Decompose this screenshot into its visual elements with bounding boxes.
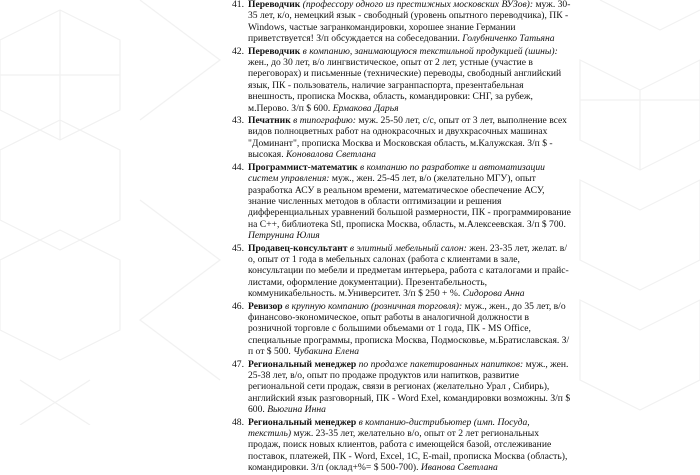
listing-context: (профессору одного из престижных московских ВУЗов): — [300, 0, 534, 10]
listing-number: 44. — [232, 161, 244, 173]
listing-contact: Чубакина Елена — [290, 346, 360, 358]
listing-body: муж. 23-35 лет, желательно в/о, опыт от 2 лет региональных продаж, поиск новых клиентов, работа с имеющейся базой, отслеживание поставок, платежей, ПК - Word, Excel, 1С, E-mail, прописка Москва (область), командировки. З/п (оклад+%= $ 500-700). — [248, 428, 568, 474]
listing-number: 47. — [232, 358, 244, 370]
listing-body: муж., жен. 25-45 лет, в/о (желательно МГУ), опыт разработка АСУ в реальном времени, математическое обеспечение АСУ, знание численных методов в области оптимизации и решения дифференциальных уравнений большой размерности, ПК - программирование на С++, библиотека Stl, прописка Москва, область, м.Алексеевская. З/п $ 700. — [248, 173, 571, 230]
listing-title: Продавец-консультант — [248, 242, 348, 254]
listing-title: Печатник — [248, 115, 291, 127]
listing-context: по продаже пакетированных напитков: — [356, 358, 524, 370]
listing-body: жен. 23-35 лет, желат. в/о, опыт от 1 года в мебельных салонах (работа с клиентами в зале, консультации по мебели и предметам интерьера, работа с каталогами и прайс-листами, оформление документации). Презентабельность, коммуникабельность. м.Университет. З/п $ 250 + %. — [248, 242, 569, 300]
listing-item — [232, 162, 572, 242]
listing-body: муж., жен. 25-38 лет, в/о, опыт по продаже продуктов или напитков, развитие региональной сети продаж, связи в регионах (желательно Урал , Сибирь), английский язык разговорный, ПК - Word Exel, командировки возможны. З/п $ 600. — [248, 358, 571, 416]
listing-list — [232, 0, 572, 474]
listing-title: Региональный менеджер — [248, 416, 357, 428]
listing-item — [232, 301, 572, 358]
listing-title: Региональный менеджер — [248, 358, 357, 370]
listing-contact: Сидорова Анна — [460, 288, 525, 300]
listing-number: 41. — [232, 0, 244, 10]
listing-context: в компанию по разработке и автоматизации систем управления: — [248, 161, 545, 185]
listing-item — [232, 243, 572, 300]
listing-body: жен., до 30 лет, в/о лингвистическое, опыт от 2 лет, устные (участие в переговорах) и письменные (технические) переводы, свободный английский язык, ПК - пользователь, наличие загранпаспорта, презентабельная внешность, прописка Москва, область, командировки: СНГ, за рубеж, м.Перово. З/п $ 600. — [248, 57, 562, 114]
listing-title: Программист-математик — [248, 161, 358, 173]
listing-body: муж. 30-35 лет, к/о, немецкий язык - свободный (уровень опытного переводчика), ПК - Windows, частые загранкомандировки, хорошее знание Германии приветствуется! З/п обсуждается на собеседовании. — [248, 0, 571, 45]
listing-item — [232, 115, 572, 161]
listing-contact: Голубниченко Татьяна — [459, 33, 555, 45]
listing-contact: Петрунина Юлия — [248, 230, 320, 242]
listing-contact: Вьюгина Инна — [264, 404, 326, 416]
listing-contact: Иванова Светлана — [418, 462, 498, 474]
listing-body: муж. 25-50 лет, с/с, опыт от 3 лет, выполнение всех видов полноцветных работ на однокрасочных и двухкрасочных машинах "Доминант", прописка Москва и Московская область, м.Калужская. З/п $ - высокая. — [248, 115, 567, 161]
listing-number: 43. — [232, 115, 244, 127]
job-listings-document — [232, 0, 572, 475]
listing-body: муж., жен., до 35 лет, в/о финансово-экономическое, опыт работы в аналогичной должности в розничной торговле с большими объемами от 1 года, ПК - MS Office, специальные программы, прописка Москва, Подмосковье, м.Братиславская. З/п от $ 500. — [248, 300, 570, 358]
listing-contact: Ермакова Дарья — [330, 102, 399, 114]
listing-context: в крупную компанию (розничная торговля): — [282, 300, 463, 312]
listing-item — [232, 417, 572, 474]
listing-number: 48. — [232, 416, 244, 428]
listing-number: 45. — [232, 242, 244, 254]
listing-title: Ревизор — [248, 300, 283, 312]
listing-context: в компанию-дистрибьютер (имп. Посуда, текстиль) — [248, 416, 530, 440]
listing-context: в типографию: — [290, 115, 356, 127]
listing-contact: Коновалова Светлана — [283, 149, 376, 161]
listing-number: 42. — [232, 45, 244, 57]
listing-item — [232, 359, 572, 416]
listing-context: в компанию, занимающуюся текстильной продукцией (шины): — [300, 45, 558, 57]
listing-title: Переводчик — [248, 45, 301, 57]
listing-number: 46. — [232, 300, 244, 312]
listing-context: в элитный мебельный салон: — [347, 242, 467, 254]
listing-item — [232, 0, 572, 45]
listing-item — [232, 46, 572, 114]
listing-title: Переводчик — [248, 0, 301, 10]
